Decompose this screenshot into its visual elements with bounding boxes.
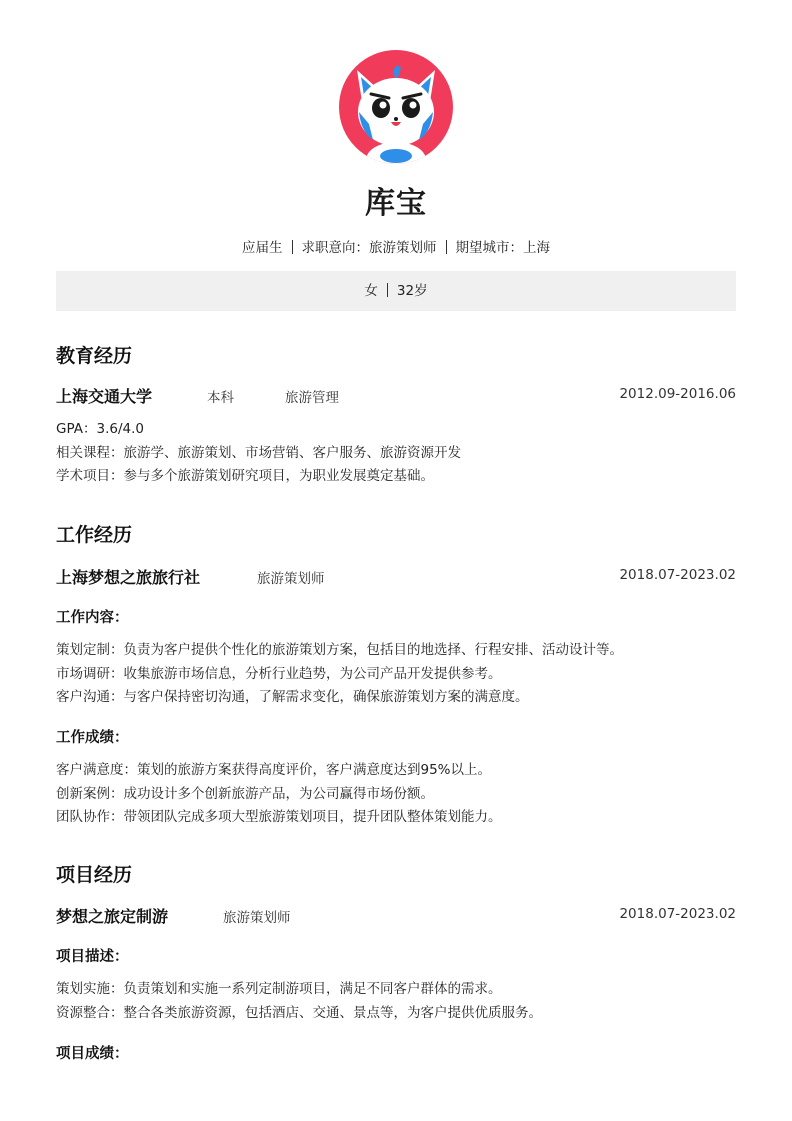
work-date: 2018.07-2023.02 — [619, 567, 736, 583]
work-achievements-list — [56, 759, 746, 830]
project-role: 旅游策划师 — [223, 910, 291, 926]
expected-city: 期望城市：上海 — [455, 240, 550, 256]
project-name: 梦想之旅定制游 — [56, 907, 169, 926]
project-desc-label: 项目描述： — [56, 949, 129, 965]
avatar — [339, 50, 453, 164]
list-item: 客户满意度：策划的旅游方案获得高度评价，客户满意度达到95%以上。 — [56, 762, 492, 778]
major: 旅游管理 — [285, 390, 339, 406]
work-section-title: 工作经历 — [56, 524, 133, 546]
project-date: 2018.07-2023.02 — [619, 906, 736, 922]
work-achievements-label: 工作成绩： — [56, 730, 129, 746]
list-item: 市场调研：收集旅游市场信息，分析行业趋势，为公司产品开发提供参考。 — [56, 665, 502, 682]
project-results-label: 项目成绩： — [56, 1046, 129, 1062]
education-entry-header — [56, 384, 736, 406]
degree: 本科 — [207, 390, 234, 406]
list-item: 资源整合：整合各类旅游资源，包括酒店、交通、景点等，为客户提供优质服务。 — [56, 1004, 542, 1021]
list-item: GPA：3.6/4.0 — [56, 421, 144, 437]
education-section-title: 教育经历 — [56, 345, 133, 367]
job-intention: 求职意向：旅游策划师 — [301, 240, 437, 256]
education-date: 2012.09-2016.06 — [619, 386, 736, 402]
work-content-label: 工作内容： — [56, 610, 129, 626]
gender: 女 — [364, 283, 378, 299]
list-item: 策划实施：负责策划和实施一系列定制游项目，满足不同客户群体的需求。 — [56, 981, 502, 997]
profile-meta — [0, 236, 792, 256]
project-section-title: 项目经历 — [56, 864, 133, 886]
list-item: 策划定制：负责为客户提供个性化的旅游策划方案，包括目的地选择、行程安排、活动设计等。 — [56, 642, 623, 658]
list-item: 相关课程：旅游学、旅游策划、市场营销、客户服务、旅游资源开发 — [56, 444, 461, 461]
status-text: 应届生 — [242, 240, 283, 256]
list-item: 客户沟通：与客户保持密切沟通，了解需求变化，确保旅游策划方案的满意度。 — [56, 689, 529, 705]
list-item: 创新案例：成功设计多个创新旅游产品，为公司赢得市场份额。 — [56, 785, 434, 802]
candidate-name: 库宝 — [365, 186, 427, 221]
list-item: 学术项目：参与多个旅游策划研究项目，为职业发展奠定基础。 — [56, 468, 434, 484]
education-details — [56, 418, 746, 489]
list-item: 团队协作：带领团队完成多项大型旅游策划项目，提升团队整体策划能力。 — [56, 809, 502, 825]
age: 32岁 — [396, 283, 428, 299]
project-desc-list — [56, 978, 746, 1025]
job-position: 旅游策划师 — [257, 571, 325, 587]
project-entry-header — [56, 904, 736, 926]
company-name: 上海梦想之旅旅行社 — [56, 568, 201, 587]
cartoon-cat-mascot-icon — [339, 50, 453, 164]
divider — [387, 283, 388, 297]
divider — [446, 240, 447, 254]
work-content-list — [56, 639, 746, 710]
work-entry-header — [56, 565, 736, 587]
basic-info-bar — [56, 271, 736, 311]
divider — [292, 240, 293, 254]
school-name: 上海交通大学 — [56, 387, 153, 406]
